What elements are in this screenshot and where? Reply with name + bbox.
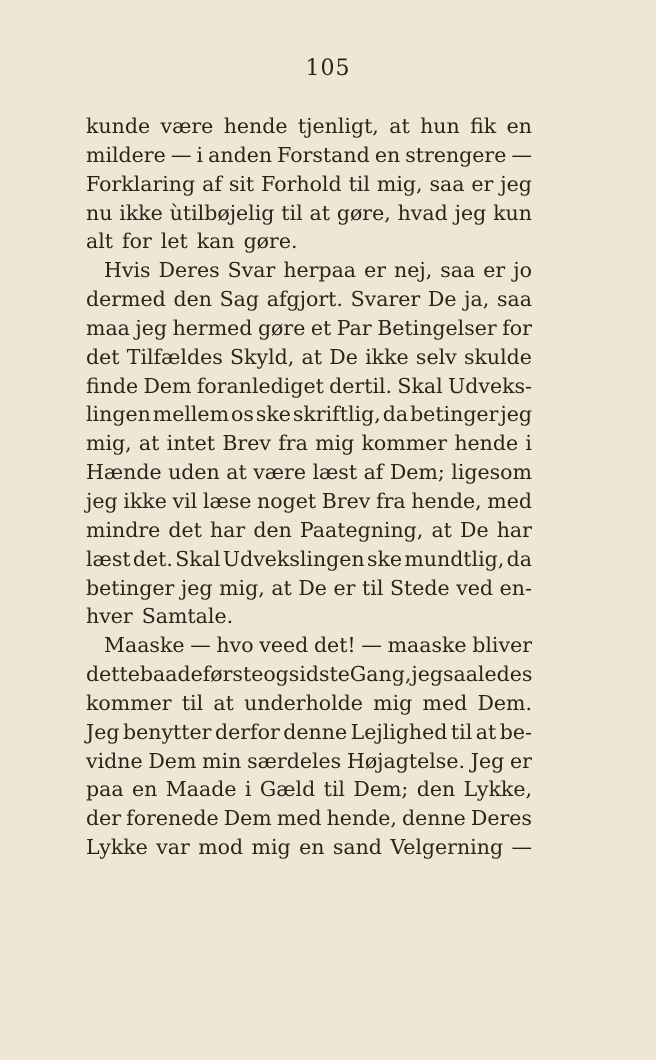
word: nu [86, 200, 113, 225]
text-line [86, 545, 532, 574]
page-number: 105 [305, 56, 351, 81]
word: Hænde [86, 460, 162, 485]
text-line [86, 487, 532, 516]
word: at [389, 114, 410, 138]
word: intet [166, 431, 216, 456]
word: Jeg [86, 719, 120, 744]
word: veed [259, 633, 309, 658]
word: at [309, 200, 330, 225]
word: De [298, 575, 327, 600]
word: fik [470, 114, 497, 138]
word: er [471, 171, 494, 196]
word: sand [332, 835, 382, 860]
text-line [86, 141, 532, 170]
word: mindre [86, 517, 161, 542]
word: mod [198, 835, 244, 860]
word: med [422, 690, 468, 715]
word: jeg [454, 200, 487, 225]
word: tjenligt, [297, 114, 379, 138]
word: Svarer [350, 287, 421, 312]
text-line [86, 718, 532, 747]
word: mig [373, 690, 413, 715]
word: Deres [158, 258, 220, 283]
word: denne [283, 719, 348, 744]
text-line [86, 458, 532, 487]
word: uden [168, 460, 220, 485]
word: jo [513, 258, 532, 283]
word: De [460, 517, 489, 542]
word: Tilfældes [126, 344, 223, 369]
word: Paategning, [299, 517, 424, 542]
word: min [202, 748, 242, 773]
word: saa [496, 287, 532, 312]
word: Forhold [261, 171, 342, 196]
word: afgjort. [266, 287, 343, 312]
word: af [202, 171, 222, 196]
word: — [190, 633, 211, 658]
text-line [86, 112, 532, 141]
word: hvo [216, 633, 254, 658]
word: Udveks- [447, 373, 532, 398]
word: — [361, 633, 382, 658]
word: den [416, 777, 456, 802]
word: det [168, 517, 202, 542]
word: hende [454, 431, 519, 456]
word: en [506, 114, 532, 138]
word: er [509, 748, 532, 773]
word: hermed [172, 315, 253, 340]
word: det. [132, 546, 173, 571]
word: for [122, 229, 152, 254]
word: til [348, 171, 370, 196]
word: ikke [119, 200, 163, 225]
word: forenede [126, 806, 219, 831]
word: at [213, 690, 234, 715]
word: betinger [86, 575, 175, 600]
word: ikke [123, 488, 167, 513]
word: Svar [227, 258, 276, 283]
word: saa [429, 171, 465, 196]
word: at [138, 431, 160, 456]
word: første [202, 662, 264, 687]
text-line [86, 343, 532, 372]
word: os [230, 402, 254, 427]
word: Samtale. [141, 604, 234, 629]
word: sidste [288, 662, 350, 687]
word: bliver [472, 633, 532, 658]
word: læst [312, 460, 358, 485]
word: Gæld [259, 777, 316, 802]
word: en [374, 142, 401, 167]
word: Skyld, [230, 344, 295, 369]
word: gøre, [336, 200, 391, 225]
word: Lykke [86, 835, 148, 860]
word: læse [202, 488, 252, 513]
word: denne [402, 806, 466, 831]
word: skulde [463, 344, 532, 369]
word: til [281, 200, 303, 225]
text-line [86, 602, 532, 631]
word: jeg [500, 171, 532, 196]
word: Forklaring [86, 171, 196, 196]
word: skriftlig, [292, 402, 381, 427]
word: med [276, 806, 322, 831]
word: jeg [135, 315, 168, 340]
text-line [86, 804, 532, 833]
word: ligesom [451, 460, 532, 485]
word: at [431, 517, 452, 542]
word: noget [257, 488, 317, 513]
word: vil [172, 488, 198, 513]
word: Hvis [104, 258, 151, 283]
word: be- [499, 719, 532, 744]
word: hver [86, 604, 133, 629]
text-line [86, 631, 532, 660]
word: paa [86, 777, 124, 802]
word: Dem; [389, 460, 445, 485]
text-line [86, 372, 532, 401]
word: har [496, 517, 532, 542]
word: lingen [86, 402, 151, 427]
word: ja, [464, 287, 490, 312]
text-line [86, 689, 532, 718]
word: kan [196, 229, 235, 254]
word: særdeles [247, 748, 342, 773]
word: sit [228, 171, 255, 196]
word: — [511, 142, 532, 167]
word: jeg [86, 488, 118, 513]
body-text [86, 112, 532, 862]
text-line [86, 833, 532, 862]
word: Jeg [470, 748, 505, 773]
word: herpaa [283, 258, 357, 283]
word: en [132, 777, 158, 802]
word: til [181, 690, 204, 715]
word: i [525, 431, 532, 456]
word: og [263, 662, 289, 687]
word: til [362, 575, 384, 600]
word: Gang, [349, 662, 412, 687]
word: ikke [365, 344, 409, 369]
word: Lejlighed [350, 719, 448, 744]
word: jeg [411, 662, 443, 687]
text-line [86, 170, 532, 199]
word: den [173, 287, 212, 312]
text-line [86, 747, 532, 776]
text-line [86, 429, 532, 458]
word: Skal [397, 373, 443, 398]
word: derfor [214, 719, 280, 744]
word: ske [255, 402, 291, 427]
word: Maaske [104, 633, 185, 658]
word: Maade [165, 777, 237, 802]
word: der [86, 806, 122, 831]
word: var [156, 835, 190, 860]
word: Sag [219, 287, 260, 312]
text-line [86, 574, 532, 603]
word: strengere [405, 142, 507, 167]
word: dertil. [329, 373, 393, 398]
word: til [450, 719, 473, 744]
text-line [86, 285, 532, 314]
word: baade [139, 662, 203, 687]
word: kommer [86, 690, 172, 715]
word: den [253, 517, 292, 542]
word: dette [86, 662, 140, 687]
word: jeg [180, 575, 213, 600]
word: vidne [86, 748, 143, 773]
word: kun [493, 200, 532, 225]
word: dermed [86, 287, 166, 312]
word: Udvekslingen [222, 546, 365, 571]
word: mildere [86, 142, 166, 167]
word: mellem [152, 402, 230, 427]
word: fra [376, 488, 406, 513]
word: har [209, 517, 246, 542]
word: maa [86, 315, 130, 340]
word: Betingelser [377, 315, 497, 340]
word: foranlediget [196, 373, 324, 398]
word: da [506, 546, 532, 571]
text-line [86, 256, 532, 285]
word: De [329, 344, 358, 369]
word: nej, [394, 258, 433, 283]
word: er [364, 258, 386, 283]
word: saa [440, 258, 476, 283]
word: at [226, 460, 247, 485]
word: et [310, 315, 332, 340]
word: Velgerning [390, 835, 504, 860]
word: af [363, 460, 384, 485]
word: — [511, 835, 532, 860]
word: hende, [326, 806, 397, 831]
word: Lykke, [463, 777, 532, 802]
word: Dem. [477, 690, 532, 715]
word: er [483, 258, 506, 283]
word: med [487, 488, 532, 513]
word: i [196, 142, 204, 167]
word: — [170, 142, 192, 167]
word: mig, [376, 171, 423, 196]
word: læst [86, 546, 131, 571]
word: mig, [219, 575, 265, 600]
word: være [253, 460, 306, 485]
text-line [86, 199, 532, 228]
word: Dem [143, 373, 192, 398]
word: en [299, 835, 325, 860]
word: benytter [123, 719, 212, 744]
word: hun [420, 114, 460, 138]
word: anden [208, 142, 273, 167]
word: Skal [175, 546, 221, 571]
word: en- [499, 575, 532, 600]
word: hvad [397, 200, 448, 225]
word: Brev [321, 488, 371, 513]
word: ùtilbøjelig [169, 200, 275, 225]
word: De [427, 287, 457, 312]
word: at [301, 344, 322, 369]
word: at [475, 719, 497, 744]
word: alt [86, 229, 114, 254]
text-line [86, 660, 532, 689]
text-line [86, 516, 532, 545]
word: kunde [86, 114, 151, 138]
word: mig [251, 835, 291, 860]
word: Deres [470, 806, 532, 831]
word: Dem [148, 748, 197, 773]
word: underholde [244, 690, 363, 715]
word: mig, [86, 431, 132, 456]
text-line [86, 775, 532, 804]
word: gøre. [243, 229, 298, 254]
word: mundtlig, [404, 546, 505, 571]
word: maaske [387, 633, 467, 658]
word: Par [336, 315, 372, 340]
word: selv [415, 344, 457, 369]
word: for [502, 315, 532, 340]
word: finde [86, 373, 139, 398]
word: ved [456, 575, 494, 600]
word: da [382, 402, 409, 427]
word: Dem; [353, 777, 409, 802]
word: Stede [389, 575, 450, 600]
word: det! [313, 633, 356, 658]
word: mig [315, 431, 355, 456]
word: gøre [257, 315, 306, 340]
word: Dem [223, 806, 272, 831]
word: kommer [361, 431, 448, 456]
word: være [160, 114, 214, 138]
word: betinger [410, 402, 499, 427]
text-line [86, 227, 532, 256]
word: ske [366, 546, 403, 571]
word: i [244, 777, 252, 802]
word: til [323, 777, 345, 802]
word: er [333, 575, 356, 600]
word: saaledes [442, 662, 533, 687]
word: let [160, 229, 188, 254]
word: at [271, 575, 292, 600]
word: fra [278, 431, 308, 456]
word: jeg [500, 402, 532, 427]
word: Forstand [277, 142, 370, 167]
word: Højagtelse. [346, 748, 465, 773]
text-line [86, 314, 532, 343]
word: hende [223, 114, 288, 138]
word: det [86, 344, 120, 369]
word: Brev [222, 431, 271, 456]
word: hende, [411, 488, 482, 513]
text-line [86, 400, 532, 429]
